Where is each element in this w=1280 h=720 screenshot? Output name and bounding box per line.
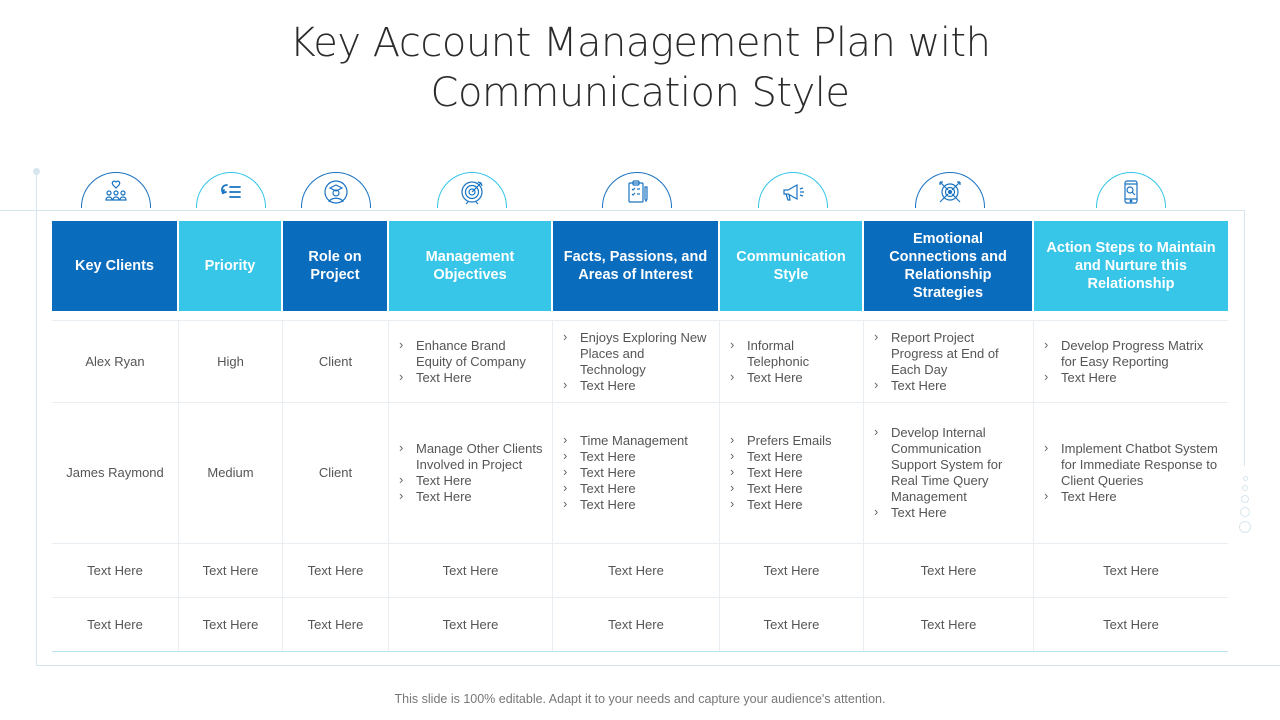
cell-emotional [864,403,1034,543]
list-item: › Text Here [730,465,855,481]
list-item: › Enjoys Exploring New Places and Technology [563,330,711,378]
list-item: › Enhance Brand Equity of Company [399,338,544,370]
list-item: › Text Here [1044,370,1220,386]
list-item: › Text Here [1044,489,1220,505]
list-item: › Text Here [399,370,544,386]
list-item: › Prefers Emails [730,433,855,449]
cell-text: Text Here [553,598,720,651]
table-row [52,544,1228,598]
header-role-on-project: Role on Project [283,221,389,311]
frame-line-top [0,210,1244,211]
cell-text: Text Here [1103,562,1159,578]
target-icon [437,172,507,208]
header-action-steps: Action Steps to Maintain and Nurture this Relationship [1034,221,1228,311]
header-priority: Priority [179,221,283,311]
cell-text: Text Here [283,598,389,651]
people-network-icon [81,172,151,208]
frame-line-right [1244,210,1245,466]
list-item: › Text Here [399,473,544,489]
header-emotional-connections: Emotional Connections and Relationship Strategies [864,221,1034,311]
list-item: › Text Here [563,481,711,497]
cell-emotional [864,321,1034,402]
list-item: › Implement Chatbot System for Immediate Response to Client Queries [1044,441,1220,489]
list-item: › Text Here [730,481,855,497]
table-row [52,403,1228,544]
table-row [52,598,1228,652]
clipboard-checklist-icon [602,172,672,208]
list-item: › Text Here [730,370,855,386]
cell-text: Text Here [179,598,283,651]
list-item: › Text Here [399,489,544,505]
header-management-objectives: Management Objectives [389,221,553,311]
cell-priority: High [179,321,283,402]
cell-text: Text Here [389,544,553,597]
list-item: › Develop Internal Communication Support System for Real Time Query Management [874,425,1025,505]
list-item: › Text Here [730,497,855,513]
list-item: › Text Here [874,505,1025,521]
mobile-device-icon [1096,172,1166,208]
table-row [52,321,1228,403]
title-line-1: Key Account Management Plan with [289,20,991,66]
cell-role: Client [283,321,389,402]
header-facts-passions: Facts, Passions, and Areas of Interest [553,221,720,311]
cell-role: Client [283,403,389,543]
list-item: › Text Here [563,449,711,465]
list-item: › Report Project Progress at End of Each Day [874,330,1025,378]
title-line-2: Communication Style [430,70,850,116]
cell-text: Text Here [720,598,864,651]
list-item: › Text Here [563,497,711,513]
client-avatar-icon [301,172,371,208]
cell-client: Alex Ryan [52,321,179,402]
list-item: › Time Management [563,433,711,449]
cell-text: Text Here [389,598,553,651]
list-item: › Manage Other Clients Involved in Project [399,441,544,473]
frame-line-left [36,172,37,666]
cell-text: Text Here [1103,616,1159,632]
list-item: › Text Here [874,378,1025,394]
cell-client: James Raymond [52,403,179,543]
header-communication-style: Communication Style [720,221,864,311]
cell-communication [720,321,864,402]
frame-line-bottom [36,665,1280,666]
cell-objectives [389,321,553,402]
cell-actions [1034,403,1228,543]
cell-text: Text Here [283,544,389,597]
cell-text: Text Here [864,544,1034,597]
list-item: › Informal Telephonic [730,338,855,370]
cell-text: Text Here [179,544,283,597]
table-header-row [52,221,1228,311]
cell-priority: Medium [179,403,283,543]
cell-communication [720,403,864,543]
cell-actions [1034,321,1228,402]
priority-list-icon [196,172,266,208]
slide-title [0,18,1280,118]
list-item: › Text Here [730,449,855,465]
cell-objectives [389,403,553,543]
list-item: › Develop Progress Matrix for Easy Reporting [1044,338,1220,370]
target-arrows-icon [915,172,985,208]
list-item: › Text Here [563,465,711,481]
cell-text: Text Here [553,544,720,597]
list-item: › Text Here [563,378,711,394]
cell-text: Text Here [720,544,864,597]
cell-text: Text Here [864,598,1034,651]
account-plan-table [52,221,1228,652]
table-spacer [52,311,1228,321]
megaphone-icon [758,172,828,208]
cell-text: Text Here [52,598,179,651]
cell-facts [553,321,720,402]
decorative-dots [1238,476,1252,537]
cell-facts [553,403,720,543]
header-key-clients: Key Clients [52,221,179,311]
footer-note: This slide is 100% editable. Adapt it to your needs and capture your audience's attention. [394,692,886,706]
cell-text: Text Here [52,544,179,597]
